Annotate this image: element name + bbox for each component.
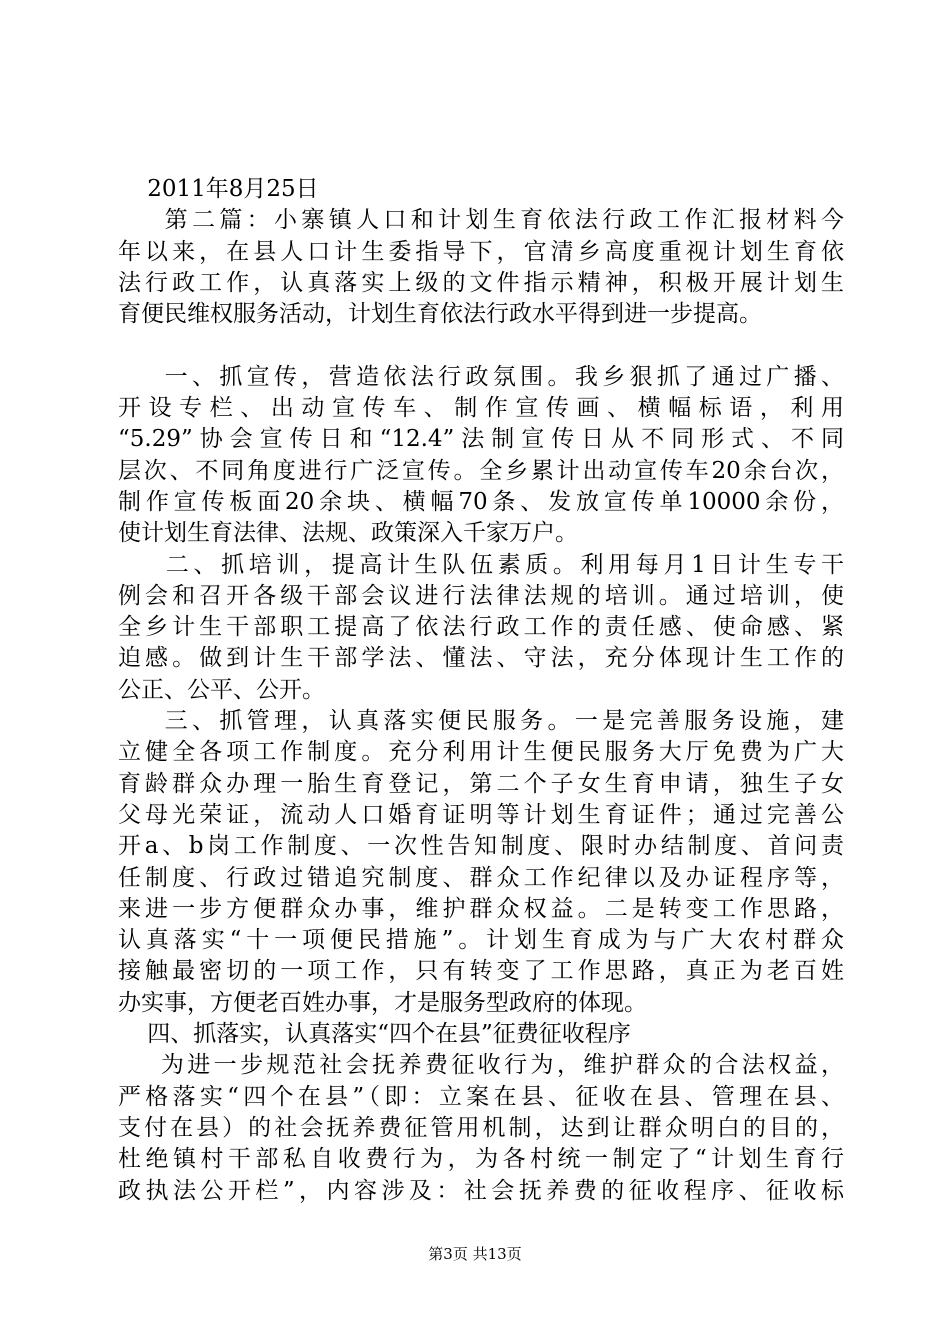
text-line: 法行政工作，认真落实上级的文件指示精神，积极开展计划生 [118,269,844,296]
text-line: 迫感。做到计生干部学法、懂法、守法，充分体现计生工作的 [118,645,844,672]
document-body [118,174,844,1207]
text-line: 育便民维权服务活动，计划生育依法行政水平得到进一步提高。 [118,301,762,328]
text-line: 育龄群众办理一胎生育登记，第二个子女生育申请，独生子女 [118,770,844,797]
text-line: 接触最密切的一项工作，只有转变了工作思路，真正为老百姓 [118,958,844,985]
text-line: 例会和召开各级干部会议进行法律法规的培训。通过培训，使 [118,582,844,609]
text-line: 一、抓宣传，营造依法行政氛围。我乡狠抓了通过广播、 [118,363,844,390]
text-line: 四、抓落实，认真落实“四个在县”征费征收程序 [118,1021,631,1048]
text-line: 公正、公平、公开。 [118,676,325,703]
text-line: 二、抓培训，提高计生队伍素质。利用每月1日计生专干 [118,551,844,578]
text-line: 年以来，在县人口计生委指导下，官清乡高度重视计划生育依 [118,238,844,265]
text-line: 立健全各项工作制度。充分利用计生便民服务大厅免费为广大 [118,739,844,766]
text-line: 第二篇：小寨镇人口和计划生育依法行政工作汇报材料今 [118,207,844,234]
text-line: 杜绝镇村干部私自收费行为，为各村统一制定了“计划生育行 [118,1146,844,1173]
text-line: 开a、b岗工作制度、一次性告知制度、限时办结制度、首问责 [118,833,844,860]
text-line: 政执法公开栏”，内容涉及：社会抚养费的征收程序、征收标 [118,1177,844,1204]
text-line: 开设专栏、出动宣传车、制作宣传画、横幅标语，利用 [118,395,844,422]
text-line: 来进一步方便群众办事，维护群众权益。二是转变工作思路， [118,895,844,922]
text-line: 父母光荣证，流动人口婚育证明等计划生育证件；通过完善公 [118,801,844,828]
text-line [118,330,844,361]
text-line: 三、抓管理，认真落实便民服务。一是完善服务设施，建 [118,708,844,735]
text-line: 层次、不同角度进行广泛宣传。全乡累计出动宣传车20余台次， [118,457,844,484]
text-line: “5.29”协会宣传日和“12.4”法制宣传日从不同形式、不同 [118,426,844,453]
text-line: 任制度、行政过错追究制度、群众工作纪律以及办证程序等， [118,864,844,891]
page-footer: 第3页 共13页 [428,1245,522,1263]
text-line: 2011年8月25日 [118,176,319,202]
text-line: 全乡计生干部职工提高了依法行政工作的责任感、使命感、紧 [118,614,844,641]
text-line: 严格落实“四个在县”（即：立案在县、征收在县、管理在县、 [118,1083,844,1110]
text-line: 制作宣传板面20余块、横幅70条、发放宣传单10000余份， [118,488,844,515]
text-line: 办实事，方便老百姓办事，才是服务型政府的体现。 [118,989,647,1016]
text-line: 支付在县）的社会抚养费征管用机制，达到让群众明白的目的， [118,1114,844,1141]
text-line: 为进一步规范社会抚养费征收行为，维护群众的合法权益， [118,1052,844,1079]
text-line: 使计划生育法律、法规、政策深入千家万户。 [118,520,578,547]
text-line: 认真落实“十一项便民措施”。计划生育成为与广大农村群众 [118,927,844,954]
